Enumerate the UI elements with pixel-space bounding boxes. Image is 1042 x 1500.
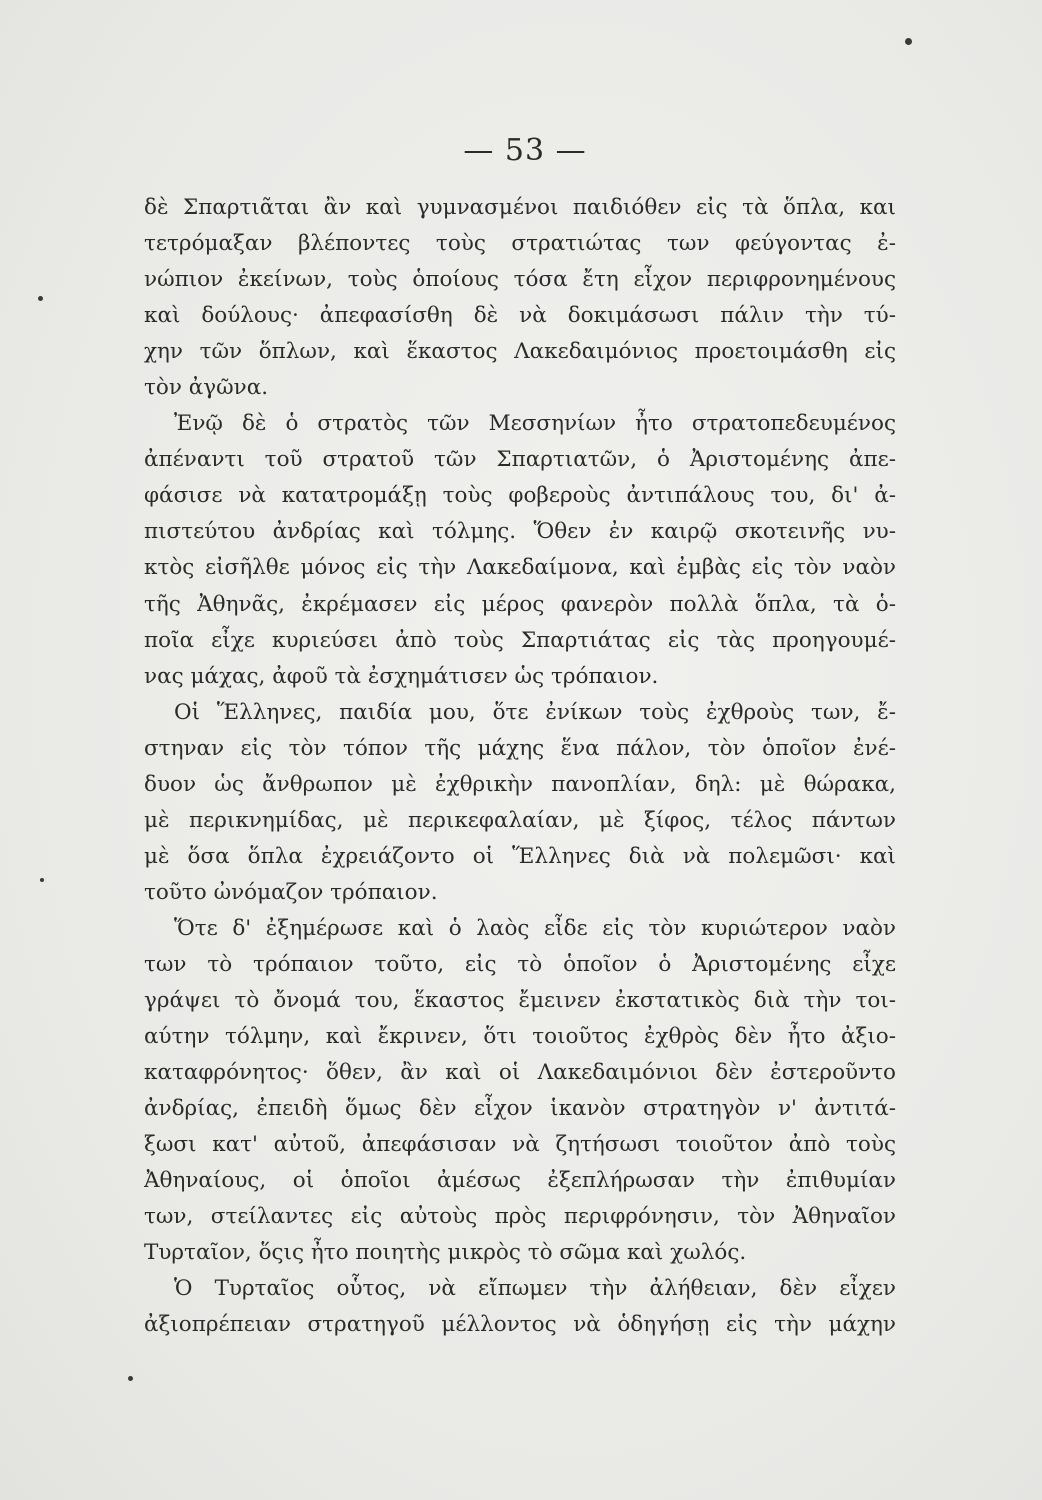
text-line: Τυρταῖον, ὅςις ἦτο ποιητὴς μικρὸς τὸ σῶμα καὶ χωλός. [144, 1240, 747, 1266]
print-speck [905, 38, 912, 45]
text-line: τετρόμαξαν βλέποντες τοὺς στρατιώτας των φεύγοντας ἐ- [144, 231, 896, 257]
text-line: νώπιον ἐκείνων, τοὺς ὁποίους τόσα ἔτη εἶχον περιφρονημένους [144, 267, 896, 293]
print-speck [128, 1376, 133, 1381]
text-line: Ὅτε δ' ἐξημέρωσε καὶ ὁ λαὸς εἶδε εἰς τὸν κυριώτερον ναὸν [174, 915, 896, 941]
text-line: Οἱ Ἕλληνες, παιδία μου, ὅτε ἐνίκων τοὺς ἐχθροὺς των, ἔ- [174, 699, 896, 725]
text-line: τὸν ἀγῶνα. [144, 375, 269, 401]
text-line: ἀπέναντι τοῦ στρατοῦ τῶν Σπαρτιατῶν, ὁ Ἀριστομένης ἀπε- [144, 447, 896, 473]
text-line: ποῖα εἶχε κυριεύσει ἀπὸ τοὺς Σπαρτιάτας εἰς τὰς προηγουμέ- [144, 627, 896, 653]
text-line: δυον ὡς ἄνθρωπον μὲ ἐχθρικὴν πανοπλίαν, δηλ: μὲ θώρακα, [144, 771, 896, 797]
text-line: χην τῶν ὅπλων, καὶ ἕκαστος Λακεδαιμόνιος προετοιμάσθη εἰς [144, 339, 896, 365]
text-line: Ὁ Τυρταῖος οὗτος, νὰ εἴπωμεν τὴν ἀλήθειαν, δὲν εἶχεν [174, 1276, 896, 1302]
text-line: κτὸς εἰσῆλθε μόνος εἰς τὴν Λακεδαίμονα, καὶ ἐμβὰς εἰς τὸν ναὸν [144, 555, 896, 581]
text-line: μὲ ὅσα ὅπλα ἐχρειάζοντο οἱ Ἕλληνες διὰ νὰ πολεμῶσι· καὶ [144, 843, 896, 869]
text-line: μὲ περικνημίδας, μὲ περικεφαλαίαν, μὲ ξίφος, τέλος πάντων [144, 807, 896, 833]
text-line: Ἐνῷ δὲ ὁ στρατὸς τῶν Μεσσηνίων ἦτο στρατοπεδευμένος [174, 411, 896, 437]
text-line: στηναν εἰς τὸν τόπον τῆς μάχης ἕνα πάλον, τὸν ὁποῖον ἐνέ- [144, 735, 896, 761]
text-line: πιστεύτου ἀνδρίας καὶ τόλμης. Ὅθεν ἐν καιρῷ σκοτεινῆς νυ- [144, 519, 896, 545]
print-speck [38, 296, 43, 301]
text-line: δὲ Σπαρτιᾶται ἂν καὶ γυμνασμένοι παιδιόθεν εἰς τὰ ὅπλα, και [144, 195, 896, 220]
text-line: ἀνδρίας, ἐπειδὴ ὅμως δὲν εἶχον ἱκανὸν στρατηγὸν ν' ἀντιτά- [144, 1096, 896, 1122]
text-line: των, στείλαντες εἰς αὐτοὺς πρὸς περιφρόνησιν, τὸν Ἀθηναῖον [144, 1204, 896, 1230]
text-line: καὶ δούλους· ἀπεφασίσθη δὲ νὰ δοκιμάσωσι πάλιν τὴν τύ- [144, 303, 896, 329]
text-line: τῆς Ἀθηνᾶς, ἐκρέμασεν εἰς μέρος φανερὸν πολλὰ ὅπλα, τὰ ὁ- [144, 591, 896, 617]
text-line: αύτην τόλμην, καὶ ἔκρινεν, ὅτι τοιοῦτος ἐχθρὸς δὲν ἦτο ἀξιο- [144, 1024, 896, 1050]
text-line: τοῦτο ὠνόμαζον τρόπαιον. [144, 879, 438, 905]
text-line: ἀξιοπρέπειαν στρατηγοῦ μέλλοντος νὰ ὁδηγήσῃ εἰς τὴν μάχην [144, 1312, 896, 1338]
body-text [144, 190, 896, 1344]
text-line: γράψει τὸ ὄνομά του, ἕκαστος ἔμεινεν ἐκστατικὸς διὰ τὴν τοι- [144, 988, 896, 1014]
text-line: Ἀθηναίους, οἱ ὁποῖοι ἀμέσως ἐξεπλήρωσαν τὴν ἐπιθυμίαν [144, 1168, 896, 1194]
text-line: νας μάχας, ἀφοῦ τὰ ἐσχημάτισεν ὡς τρόπαιον. [144, 663, 659, 689]
print-speck [40, 878, 44, 882]
page-number: — 53 — [463, 133, 587, 168]
text-line: καταφρόνητος· ὅθεν, ἂν καὶ οἱ Λακεδαιμόνιοι δὲν ἐστεροῦντο [144, 1060, 896, 1086]
text-line: ξωσι κατ' αὐτοῦ, ἀπεφάσισαν νὰ ζητήσωσι τοιοῦτον ἀπὸ τοὺς [144, 1132, 896, 1158]
text-line: φάσισε νὰ κατατρομάξῃ τοὺς φοβεροὺς ἀντιπάλους του, δι' ἀ- [144, 483, 896, 509]
text-line: των τὸ τρόπαιον τοῦτο, εἰς τὸ ὁποῖον ὁ Ἀριστομένης εἶχε [144, 951, 896, 977]
